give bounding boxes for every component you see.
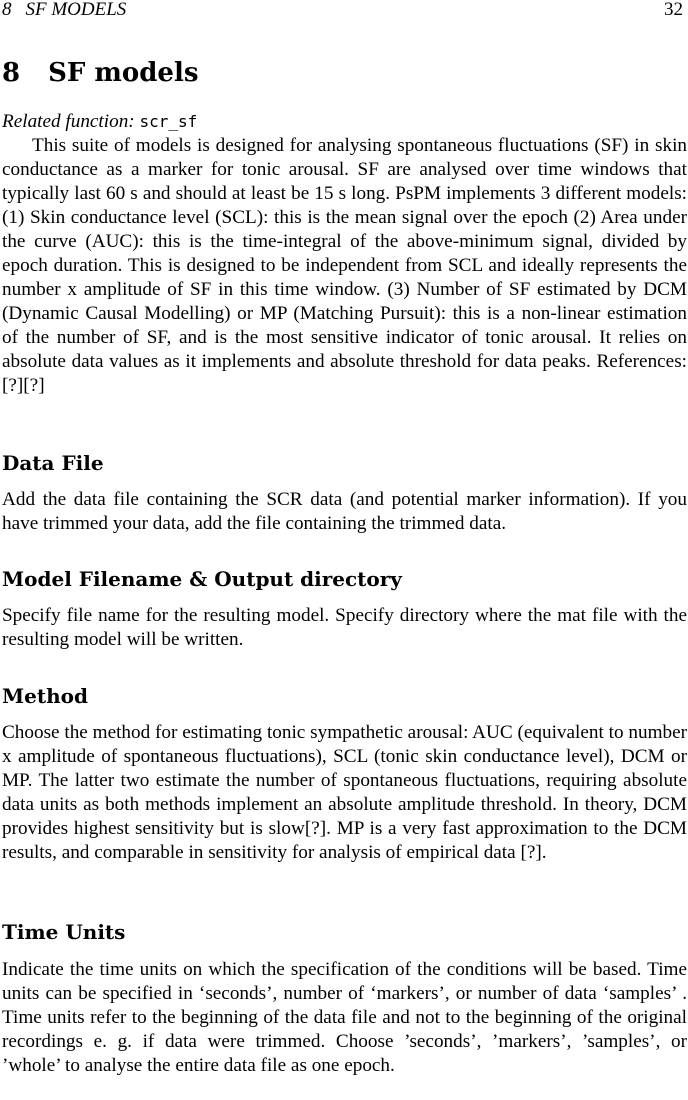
related-function-label: Related function: xyxy=(2,111,135,132)
section-title: SF models xyxy=(48,58,199,88)
section-heading xyxy=(2,56,198,90)
running-head-section-title: SF MODELS xyxy=(25,0,127,20)
subsection-body-data-file: Add the data file containing the SCR data (and potential marker information). If you have trimmed your data, add the file containing the trimmed data. xyxy=(2,489,687,534)
intro-paragraph: This suite of models is designed for analysing spontaneous fluctuations (SF) in skin conductance as a marker for tonic arousal. SF are analysed over time windows that typically last 60 s and should at least be 15 s long. PsPM implements 3 different models: (1) Skin conductance level (SCL): this is the mean signal over the epoch (2) Area under the curve (AUC): this is the time-integral of the above-minimum signal, divided by epoch duration. This is designed to be independent from SCL and ideally represents the number x amplitude of SF in this time window. (3) Number of SF estimated by DCM (Dynamic Causal Modelling) or MP (Matching Pursuit): this is a non-linear estimation of the number of SF, and is the most sensitive indicator of tonic arousal. It relies on absolute data values as it implements and absolute threshold for data peaks. References: [?][?] xyxy=(2,135,687,396)
subsection-body-time-units: Indicate the time units on which the specification of the conditions will be based. Time units can be specified in ‘seconds’, number of ‘markers’, or number of data ‘samples’ . Time units refer to the beginning of the data file and not to the beginning of the original recordings e. g. if data were trimmed. Choose ’seconds’, ’markers’, ’samples’, or ’whole’ to analyse the entire data file as one epoch. xyxy=(2,959,687,1076)
running-head-section-number: 8 xyxy=(2,0,12,20)
subsection-heading-data-file: Data File xyxy=(2,451,104,475)
running-head xyxy=(2,0,687,20)
section-number: 8 xyxy=(2,58,21,88)
subsection-body-method: Choose the method for estimating tonic sympathetic arousal: AUC (equivalent to number x amplitude of spontaneous fluctuations), SCL (tonic skin conductance level), DCM or MP. The latter two estimate the number of spontaneous fluctuations, requiring absolute data units as both methods implement an absolute amplitude threshold. In theory, DCM provides highest sensitivity but is slow[?]. MP is a very fast approximation to the DCM results, and comparable in sensitivity for analysis of empirical data [?]. xyxy=(2,722,687,863)
subsection-heading-time-units: Time Units xyxy=(2,920,126,944)
subsection-heading-model-filename: Model Filename & Output directory xyxy=(2,567,402,591)
related-function xyxy=(2,110,687,134)
related-function-code: scr_sf xyxy=(139,112,198,131)
subsection-heading-method: Method xyxy=(2,684,88,708)
subsection-body-model-filename: Specify file name for the resulting model. Specify directory where the mat file with the resulting model will be written. xyxy=(2,605,687,650)
page-number: 32 xyxy=(664,0,683,20)
